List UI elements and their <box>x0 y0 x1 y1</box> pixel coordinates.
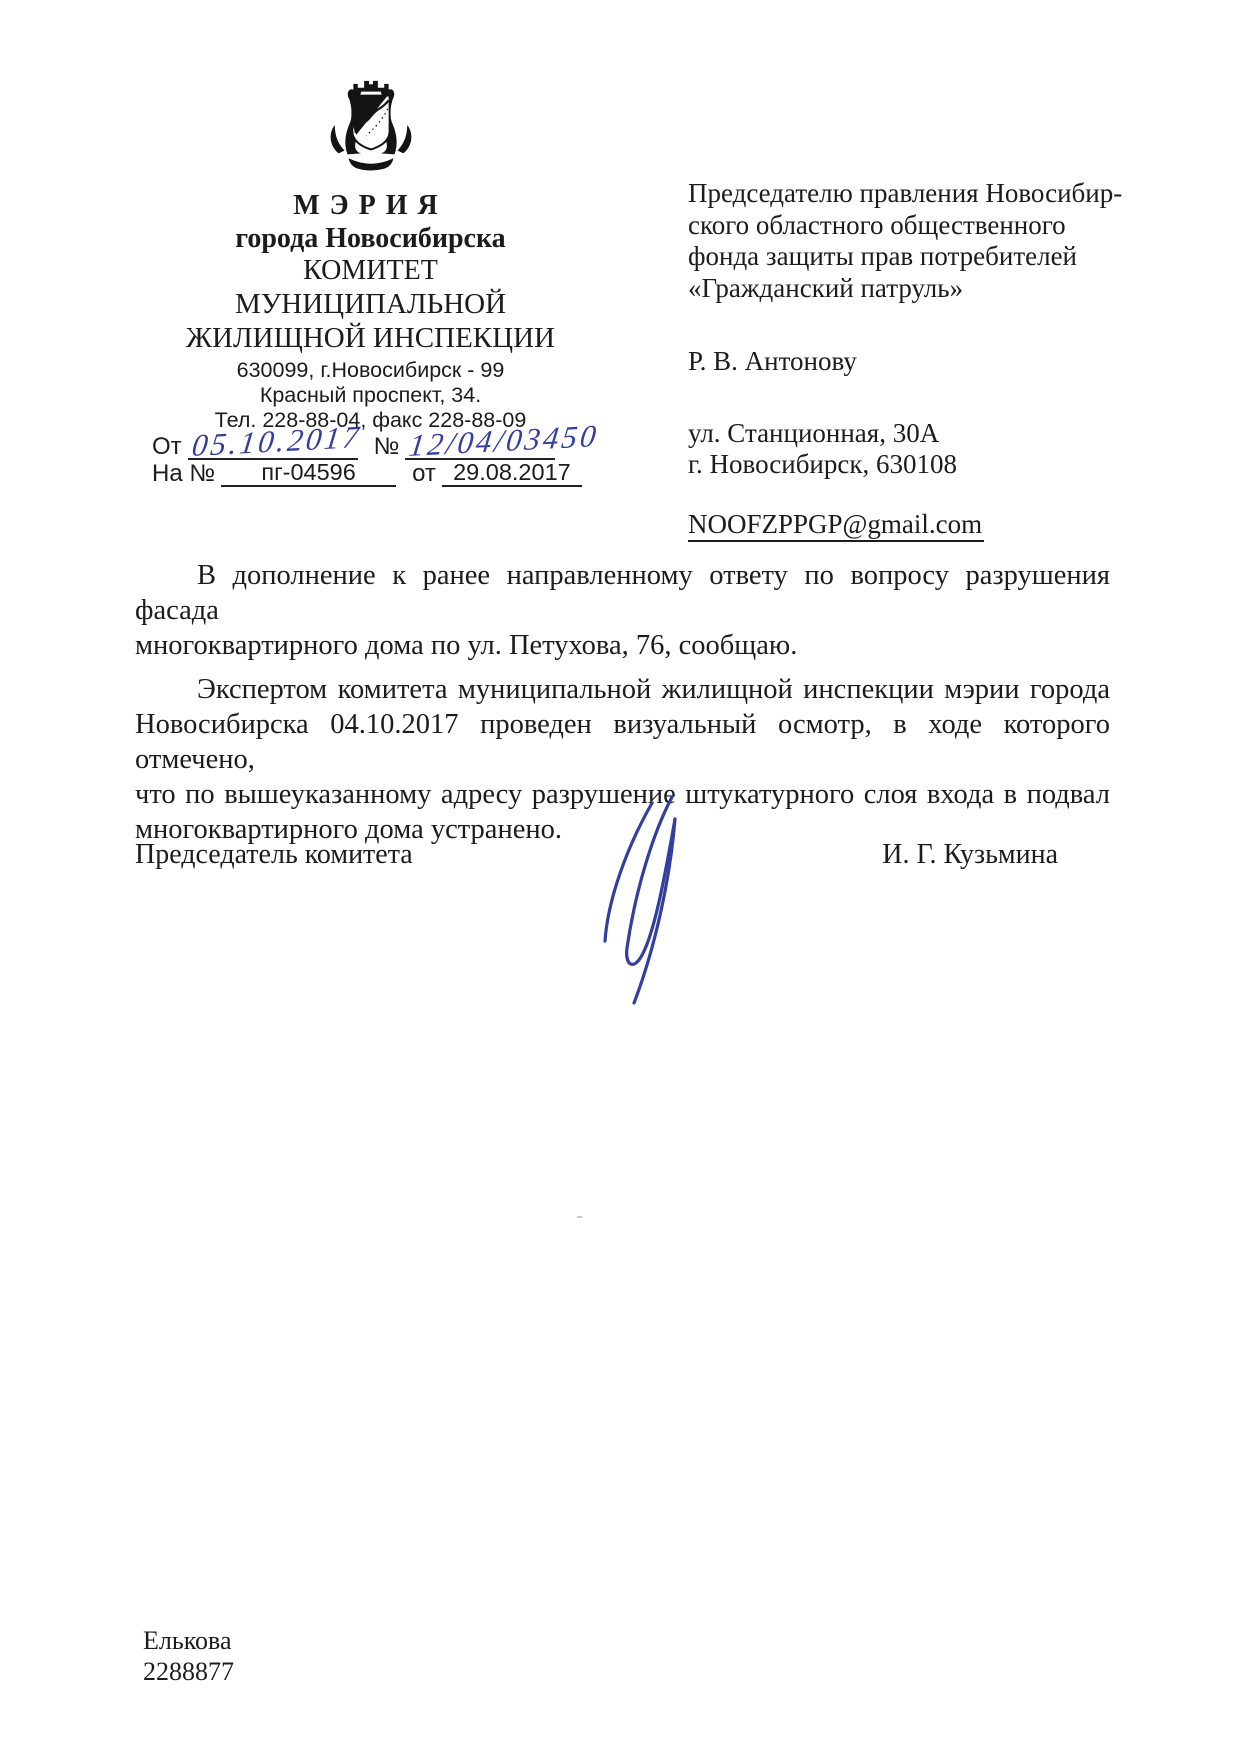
paragraph-1 <box>135 558 1110 663</box>
executor-phone: 2288877 <box>143 1657 234 1686</box>
addressee-street: ул. Станционная, 30А <box>688 417 940 448</box>
body-line: многоквартирного дома по ул. Петухова, 76, сообщаю. <box>135 630 798 661</box>
org-dept-line2: МУНИЦИПАЛЬНОЙ <box>234 288 507 320</box>
addressee-email: NOOFZPPGP@gmail.com <box>688 509 1128 541</box>
org-postal-address: 630099, г.Новосибирск - 99 <box>236 358 505 382</box>
org-name-line1: МЭРИЯ <box>293 190 448 221</box>
addressee-line: ского областного общественного <box>688 209 1066 240</box>
from-label: От <box>152 433 182 460</box>
org-name-line2: города Новосибирска <box>235 223 506 254</box>
number-underline <box>405 417 602 463</box>
org-phone-fax: Тел. 228-88-04, факс 228-88-09 <box>214 408 527 432</box>
executor-footer <box>143 1625 234 1687</box>
org-dept-line3: ЖИЛИЩНОЙ ИНСПЕКЦИИ <box>186 322 555 354</box>
signer-position: Председатель комитета <box>135 839 413 870</box>
body-line: что по вышеуказанному адресу разрушение штукатурного слоя входа в подвал <box>135 779 1110 810</box>
reply-to-label: На № <box>152 460 216 487</box>
reply-number-underline <box>221 459 396 487</box>
coat-of-arms-novosibirsk-icon <box>317 75 425 173</box>
org-dept-line1: КОМИТЕТ <box>303 255 438 286</box>
addressee-line: «Гражданский патруль» <box>688 272 964 303</box>
body-line: В дополнение к ранее направленному ответу по вопросу разрушения фасада <box>135 560 1110 626</box>
reply-date: 29.08.2017 <box>453 459 571 485</box>
scan-speck <box>577 1216 582 1218</box>
handwritten-outgoing-number: 12/04/03450 <box>407 417 602 463</box>
number-label: № <box>373 433 400 460</box>
org-street-address: Красный проспект, 34. <box>259 383 482 407</box>
reply-date-label: от <box>412 460 436 487</box>
handwritten-outgoing-date: 05.10.2017 <box>189 418 364 463</box>
body-line: многоквартирного дома устранено. <box>135 814 562 845</box>
reply-number: пг-04596 <box>261 459 356 485</box>
addressee-line: фонда защиты прав потребителей <box>688 241 1078 271</box>
reply-date-underline <box>442 459 582 487</box>
incoming-ref-row <box>152 460 593 487</box>
executor-name: Елькова <box>143 1626 232 1655</box>
addressee-block <box>688 178 1128 540</box>
handwritten-signature <box>580 793 730 1008</box>
addressee-city: г. Новосибирск, 630108 <box>688 449 957 479</box>
body-line: Экспертом комитета муниципальной жилищной инспекции мэрии города <box>197 674 1110 705</box>
addressee-name: Р. В. Антонову <box>688 346 857 376</box>
addressee-line: Председателю правления Новосибир- <box>688 178 1123 208</box>
from-date-underline <box>188 418 364 463</box>
signer-name: И. Г. Кузьмина <box>882 839 1058 870</box>
body-line: Новосибирска 04.10.2017 проведен визуальный осмотр, в ходе которого отмечено, <box>135 709 1110 775</box>
letterhead <box>148 75 602 487</box>
